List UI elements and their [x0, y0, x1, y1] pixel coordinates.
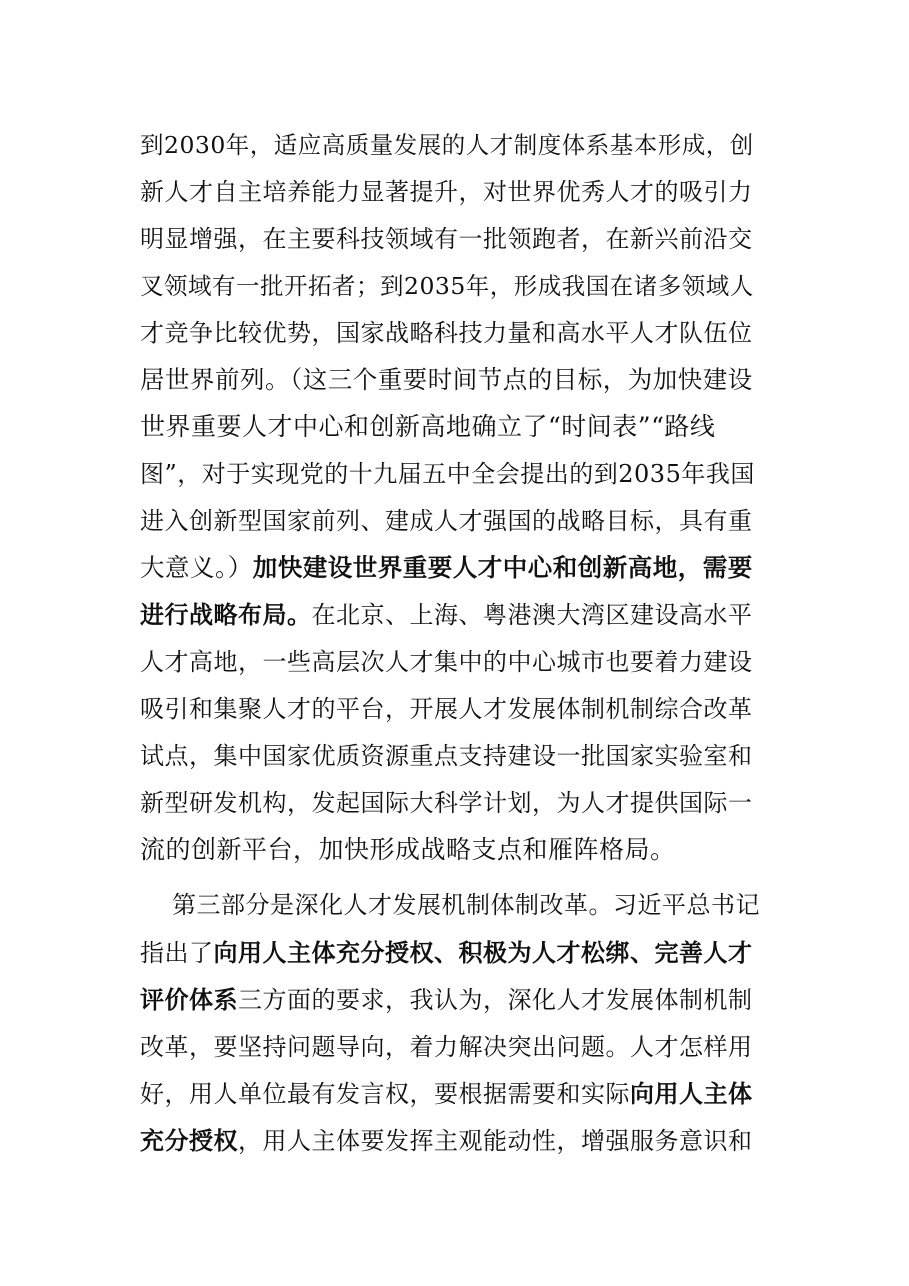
bold-text-segment: 评价体系	[140, 986, 238, 1014]
text-segment: 第三部分是深化人才发展机制体制改革。习近平总书记	[172, 891, 760, 919]
text-line	[140, 1072, 753, 1116]
text-segment: 居世界前列。（这三个重要时间节点的目标，为加快建设	[140, 365, 753, 394]
text-line	[172, 883, 760, 927]
text-line	[140, 311, 753, 355]
text-segment: 新型研发机构，发起国际大科学计划，为人才提供国际一	[140, 789, 753, 817]
text-segment: 叉领域有一批开拓者；到2035年，形成我国在诸多领域人	[140, 272, 754, 300]
text-segment: ，用人主体要发挥主观能动性，增强服务意识和	[238, 1127, 753, 1155]
text-line	[140, 781, 753, 825]
text-line	[140, 828, 676, 872]
text-segment: 试点，集中国家优质资源重点支持建设一批国家实验室和	[140, 742, 753, 770]
bold-text-segment: 向用人主体充分授权、积极为人才松绑、完善人才	[213, 939, 753, 967]
text-segment: 人才高地，一些高层次人才集中的中心城市也要着力建设	[140, 648, 753, 676]
text-line	[140, 734, 753, 778]
text-line	[140, 593, 753, 637]
text-segment: 世界重要人才中心和创新高地确立了“时间表”“路线	[140, 412, 716, 441]
text-line	[140, 170, 753, 214]
text-line	[140, 358, 753, 402]
text-segment: 吸引和集聚人才的平台，开展人才发展体制机制综合改革	[140, 695, 753, 723]
text-line	[140, 499, 753, 543]
bold-text-segment: 加快建设世界重要人才中心和创新高地，需要	[252, 553, 753, 582]
text-line	[140, 1025, 753, 1069]
bold-text-segment: 进行战略布局。	[140, 601, 312, 629]
text-line	[140, 546, 753, 590]
text-line	[140, 1119, 753, 1163]
text-line	[140, 931, 753, 975]
text-segment: 才竞争比较优势，国家战略科技力量和高水平人才队伍位	[140, 319, 753, 347]
text-segment: 改革，要坚持问题导向，着力解决突出问题。人才怎样用	[140, 1033, 753, 1061]
bold-text-segment: 向用人主体	[630, 1080, 753, 1108]
text-segment: 到2030年，适应高质量发展的人才制度体系基本形成，创	[140, 131, 754, 159]
text-segment: 三方面的要求，我认为，深化人才发展体制机制	[238, 986, 753, 1014]
text-line	[140, 217, 753, 261]
text-segment: 在北京、上海、粤港澳大湾区建设高水平	[311, 601, 753, 629]
text-line	[140, 405, 715, 449]
text-line	[140, 264, 754, 308]
text-segment: 好，用人单位最有发言权，要根据需要和实际	[140, 1080, 630, 1108]
text-segment: 指出了	[140, 939, 214, 967]
text-segment: 新人才自主培养能力显著提升，对世界优秀人才的吸引力	[140, 178, 753, 206]
bold-text-segment: 充分授权	[140, 1127, 238, 1155]
text-line	[140, 452, 755, 496]
text-segment: 流的创新平台，加快形成战略支点和雁阵格局。	[140, 835, 676, 864]
text-segment: 大意义。）	[140, 553, 253, 582]
text-line	[140, 123, 754, 167]
text-segment: 图”，对于实现党的十九届五中全会提出的到2035年我国	[140, 460, 755, 488]
text-line	[140, 687, 753, 731]
text-line	[140, 640, 753, 684]
text-segment: 进入创新型国家前列、建成人才强国的战略目标，具有重	[140, 507, 753, 535]
text-segment: 明显增强，在主要科技领域有一批领跑者，在新兴前沿交	[140, 225, 753, 253]
text-line	[140, 978, 753, 1022]
